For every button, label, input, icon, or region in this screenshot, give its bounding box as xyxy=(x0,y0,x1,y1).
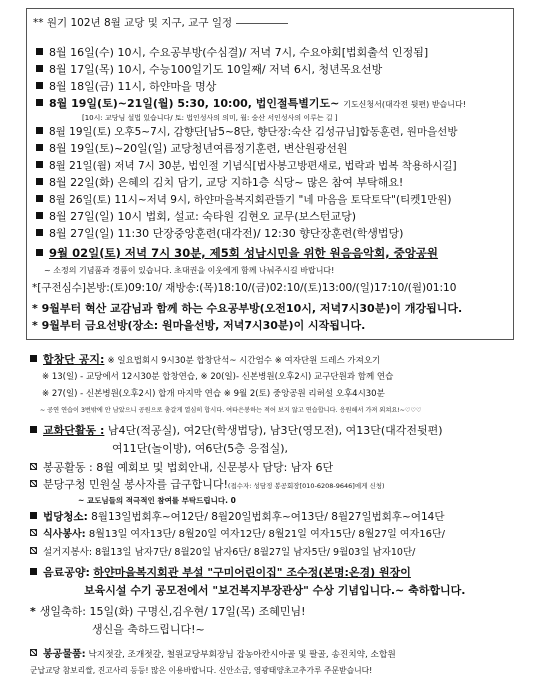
hatched-bullet-icon xyxy=(30,463,37,470)
schedule-item: 8월 16일(수) 10시, 수요공부방(수심결)/ 저녁 7시, 수요야회[법회출석 인정됨] xyxy=(36,46,428,60)
schedule-item: 8월 22일(화) 은혜의 김치 담기, 교당 지하1층 식당~ 많은 참여 부탁해요! xyxy=(36,176,403,190)
volunteer-note: ~ 교도님들의 적극적인 참여를 부탁드립니다. 0 xyxy=(78,496,236,505)
schedule-item: 8월 17일(목) 10시, 수능100일기도 10일째/ 저녁 6시, 청년목요선방 xyxy=(36,63,382,77)
schedule-item: 8월 27일(일) 10시 법회, 설교: 숙타원 김현오 교무(보스턴교당) xyxy=(36,210,356,224)
birthday-line: 생신을 축하드립니다!~ xyxy=(92,623,205,636)
bullet-square-icon xyxy=(30,512,37,519)
bullet-square-icon xyxy=(36,144,43,151)
bullet-square-icon xyxy=(30,426,37,433)
bullet-square-icon xyxy=(30,355,37,362)
bullet-square-icon xyxy=(36,178,43,185)
star-bullet-icon: * xyxy=(30,605,36,618)
hatched-bullet-icon xyxy=(30,649,37,656)
hatched-bullet-icon xyxy=(30,529,37,536)
volunteer-recruit: 분당구청 민원실 봉사자를 급구합니다!(접수자: 성담정 봉공회장[010-6208-9646]에게 신청) xyxy=(30,478,385,493)
broadcast-schedule: *[구전심수]본방:(토)09:10/ 재방송:(목)18:10/(금)02:10/(토)13:00/(일)17:10/(월)01:10 xyxy=(32,282,457,294)
service-goods-line: 군납교당 참보리쌀, 진고사리 등등! 많은 이용바랍니다. 신안소금, 영광태양초고추가루 주문받습니다! xyxy=(30,666,373,675)
schedule-item: 8월 26일(토) 11시~저녁 9시, 하얀마을복지회관뜰기 "네 마음을 토닥토닥"(티켓1만원) xyxy=(36,193,451,207)
prayer-detail: [10시: 교당님 설법 있습니다/ 토: 법인성사의 의미, 월: 숭산 서인성사의 이루는 길 ] xyxy=(82,114,338,122)
bullet-square-icon xyxy=(36,229,43,236)
hatched-bullet-icon xyxy=(30,547,37,554)
bullet-square-icon xyxy=(36,212,43,219)
new-program-notice: * 9월부터 혁산 교감님과 함께 하는 수요공부방(오전10시, 저녁7시30분)이 개강됩니다. xyxy=(32,302,463,315)
hall-cleaning: 법당청소: 8월13일법회후~여12단/ 8월20일법회후~여13단/ 8월27일법회후~여14단 xyxy=(30,510,444,524)
schedule-title: ** 원기 102년 8월 교당 및 지구, 교구 일정 xyxy=(33,15,288,30)
schedule-item: 8월 19일(토)~20일(일) 교당청년여름정기훈련, 변산원광선원 xyxy=(36,142,348,156)
bullet-square-icon xyxy=(36,99,43,106)
drink-offering: 음료공양: 하얀마을복지회관 부설 "구미어린이집" 조수정(본명:온경) 원장이 xyxy=(30,566,411,580)
meal-service: 식사봉사: 8월13일 여자13단/ 8월20일 여자12단/ 8월21일 여자15단/ 8월27일 여자16단/ xyxy=(30,528,445,542)
schedule-item: 8월 18일(금) 11시, 하얀마을 명상 xyxy=(36,80,216,94)
schedule-item: 8월 21일(월) 저녁 7시 30분, 법인절 기념식[법사봉고방편새로, 법락과 법복 착용하시길] xyxy=(36,159,457,173)
schedule-item-prayer: 8월 19일(토)~21일(월) 5:30, 10:00, 법인절특별기도~ 기도신청서(대각전 뒷편) 받습니다! xyxy=(36,97,466,112)
choir-line: ※ 13(일) - 교당에서 12시30분 합창연습, ※ 20(일)- 신본병원(오후2시) 교구단원과 함께 연습 xyxy=(42,372,394,382)
dish-service: 설거지봉사: 8월13일 남자7단/ 8월20일 남자6단/ 8월27일 남자5단/ 9월03일 남자10단/ xyxy=(30,546,415,560)
bullet-square-icon xyxy=(36,127,43,134)
choir-line: ※ 27(일) - 신본병원(오후2시) 합개 마지막 연습 ※ 9월 2(토) 중앙공원 리허설 오후4시30분 xyxy=(42,389,385,399)
service-goods: 봉공물품: 낙지젓갈, 조개젓갈, 철원교당부회장님 잡농아칸시아골 및 팔골, 송진치약, 소합원 xyxy=(30,648,396,662)
concert-notice: 9월 02일(토) 저녁 7시 30분, 제5회 성남시민을 위한 원음음악회, 중앙공원 xyxy=(36,246,438,260)
new-program-notice: * 9월부터 금요선방(장소: 원마을선방, 저녁7시30분)이 시작됩니다. xyxy=(32,319,366,332)
schedule-item: 8월 19일(토) 오후5~7시, 감향단[남5~8단, 향단장:숙산 김성규님]합동훈련, 원마을선방 xyxy=(36,125,457,139)
bullet-square-icon xyxy=(36,195,43,202)
bullet-square-icon xyxy=(36,65,43,72)
concert-note: ~ 소정의 기념품과 경품이 있습니다. 초대권을 이웃에게 함께 나눠주시길 바랍니다! xyxy=(44,266,335,275)
bullet-square-icon xyxy=(36,48,43,55)
choir-note: ~ 공연 연습이 3번밖에 안 남았으니 공원으로 춤갈게 열심히 합시다. 여타은봉하는 적어 보지 않고 연습합니다. 응원해서 가져 외쳐요!~♡♡♡ xyxy=(40,407,422,414)
bullet-square-icon xyxy=(36,249,43,256)
drink-offering-line: 보육시설 수기 공모전에서 "보건복지부장관상" 수상 기념입니다.~ 축하합니다. xyxy=(84,584,466,597)
hatched-bullet-icon xyxy=(30,480,37,487)
education-line: 여11단(놀이방), 여6단(5층 응접실), xyxy=(112,442,289,455)
service-activities: 봉공활동 : 8월 예회보 및 법회안내, 신문봉사 담당: 남자 6단 xyxy=(30,461,333,475)
education-activities: 교화단활동 : 남4단(적공실), 여2단(학생법당), 남3단(영모전), 여13단(대각전뒷편) xyxy=(30,424,443,438)
birthday-wishes: * 생일축하: 15일(화) 구명신,김우현/ 17일(목) 조혜민님! xyxy=(30,605,306,618)
choir-notice: 합창단 공지: ※ 일요법회시 9시30분 합창단석~ 시간엄수 ※ 여자단원 드레스 가져오기 xyxy=(30,353,380,368)
bullet-square-icon xyxy=(36,161,43,168)
bullet-square-icon xyxy=(36,82,43,89)
schedule-item: 8월 27일(일) 11:30 단장중앙훈련(대각전)/ 12:30 향단장훈련(학생법당) xyxy=(36,227,403,241)
bullet-square-icon xyxy=(30,568,37,575)
